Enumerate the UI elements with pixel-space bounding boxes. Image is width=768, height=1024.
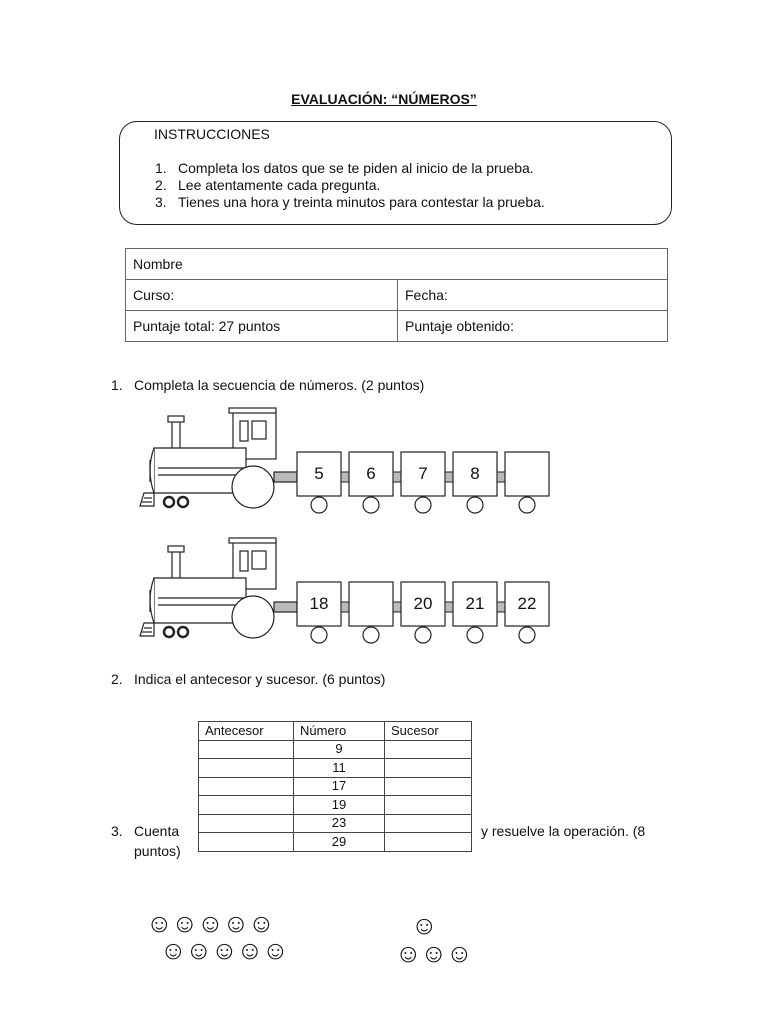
numero-cell: 19 (294, 796, 385, 815)
question-3-text-right: y resuelve la operación. (8 (481, 823, 646, 839)
train-front (150, 448, 154, 493)
column-header-antecesor: Antecesor (199, 722, 294, 741)
train-big-wheel (232, 596, 274, 638)
wagon-wheel (415, 627, 431, 643)
wagon-coupler (445, 472, 453, 482)
wagon-wheel (519, 497, 535, 513)
instruction-item: 3. Tienes una hora y treinta minutos para contestar la prueba. (155, 194, 545, 210)
wagon-number: 21 (465, 594, 485, 613)
wagon-number: 6 (366, 464, 376, 483)
train-window (252, 421, 266, 439)
wagon-number: 8 (470, 464, 480, 483)
train-wagon (505, 452, 549, 496)
table-row (199, 777, 472, 796)
wagon-wheel (363, 497, 379, 513)
train-small-wheel (178, 497, 188, 507)
wagon-number: 18 (309, 594, 329, 613)
smiley-group-a-top: ☺☺☺☺☺ (146, 908, 274, 938)
question-3: 3. Cuenta (111, 823, 180, 839)
train-chimney-top (168, 416, 184, 422)
table-row (199, 796, 472, 815)
train-small-wheel (178, 627, 188, 637)
train-roof (229, 408, 276, 413)
wagon-wheel (519, 627, 535, 643)
wagon-coupler (393, 602, 401, 612)
train-coupler (274, 602, 297, 612)
instruction-item: 1. Completa los datos que se te piden al inicio de la prueba. (155, 160, 534, 176)
numero-cell: 23 (294, 814, 385, 833)
wagon-wheel (311, 627, 327, 643)
train-chimney-top (168, 546, 184, 552)
train-window (240, 551, 248, 571)
train-front (150, 578, 154, 623)
wagon-number: 7 (418, 464, 428, 483)
wagon-number: 20 (413, 594, 433, 613)
numero-cell: 17 (294, 777, 385, 796)
puntaje-obtenido-field[interactable]: Puntaje obtenido: (398, 311, 668, 342)
table-row (199, 833, 472, 852)
antecesor-answer-cell[interactable] (199, 777, 294, 796)
train-big-wheel (232, 466, 274, 508)
train-2 (136, 538, 556, 648)
train-chimney (172, 548, 180, 580)
train-wagon (349, 582, 393, 626)
wagon-number: 5 (314, 464, 324, 483)
fecha-field[interactable]: Fecha: (398, 280, 668, 311)
wagon-coupler (445, 602, 453, 612)
table-row (199, 814, 472, 833)
wagon-coupler (497, 602, 505, 612)
train-cowcatcher (140, 623, 154, 636)
sucesor-answer-cell[interactable] (385, 759, 472, 778)
sucesor-answer-cell[interactable] (385, 833, 472, 852)
train-1 (136, 408, 556, 518)
wagon-coupler (393, 472, 401, 482)
student-info-table (125, 248, 668, 342)
instructions-heading: INSTRUCCIONES (154, 126, 270, 142)
train-2-wagons (297, 582, 549, 643)
wagon-wheel (467, 497, 483, 513)
antecesor-answer-cell[interactable] (199, 796, 294, 815)
wagon-coupler (341, 602, 349, 612)
antecesor-answer-cell[interactable] (199, 814, 294, 833)
page-title: EVALUACIÓN: “NÚMEROS” (291, 91, 477, 107)
smiley-group-a-bottom: ☺☺☺☺☺ (160, 935, 288, 965)
question-3-text-continued: puntos) (134, 843, 181, 859)
sucesor-answer-cell[interactable] (385, 796, 472, 815)
antecesor-sucesor-table (198, 721, 472, 852)
wagon-coupler (341, 472, 349, 482)
instruction-item: 2. Lee atentamente cada pregunta. (155, 177, 381, 193)
column-header-sucesor: Sucesor (385, 722, 472, 741)
antecesor-answer-cell[interactable] (199, 759, 294, 778)
train-chimney (172, 418, 180, 450)
train-cowcatcher (140, 493, 154, 506)
nombre-field[interactable]: Nombre (126, 249, 668, 280)
train-roof (229, 538, 276, 543)
numero-cell: 29 (294, 833, 385, 852)
wagon-wheel (467, 627, 483, 643)
train-window (240, 421, 248, 441)
table-row (199, 759, 472, 778)
column-header-numero: Número (294, 722, 385, 741)
sucesor-answer-cell[interactable] (385, 740, 472, 759)
wagon-wheel (363, 627, 379, 643)
puntaje-total-cell: Puntaje total: 27 puntos (126, 311, 398, 342)
train-coupler (274, 472, 297, 482)
numero-cell: 11 (294, 759, 385, 778)
sucesor-answer-cell[interactable] (385, 777, 472, 796)
antecesor-answer-cell[interactable] (199, 740, 294, 759)
sucesor-answer-cell[interactable] (385, 814, 472, 833)
numero-cell: 9 (294, 740, 385, 759)
train-window (252, 551, 266, 569)
question-2: 2. Indica el antecesor y sucesor. (6 puntos) (111, 671, 386, 687)
train-small-wheel (164, 627, 174, 637)
train-1-wagons (297, 452, 549, 513)
wagon-number: 22 (517, 594, 537, 613)
smiley-group-b-bottom: ☺☺☺ (395, 938, 472, 968)
antecesor-answer-cell[interactable] (199, 833, 294, 852)
wagon-wheel (311, 497, 327, 513)
curso-field[interactable]: Curso: (126, 280, 398, 311)
wagon-wheel (415, 497, 431, 513)
question-1: 1. Completa la secuencia de números. (2 puntos) (111, 377, 425, 393)
wagon-coupler (497, 472, 505, 482)
smiley-group-b-top: ☺ (411, 910, 438, 940)
table-row (199, 740, 472, 759)
train-small-wheel (164, 497, 174, 507)
